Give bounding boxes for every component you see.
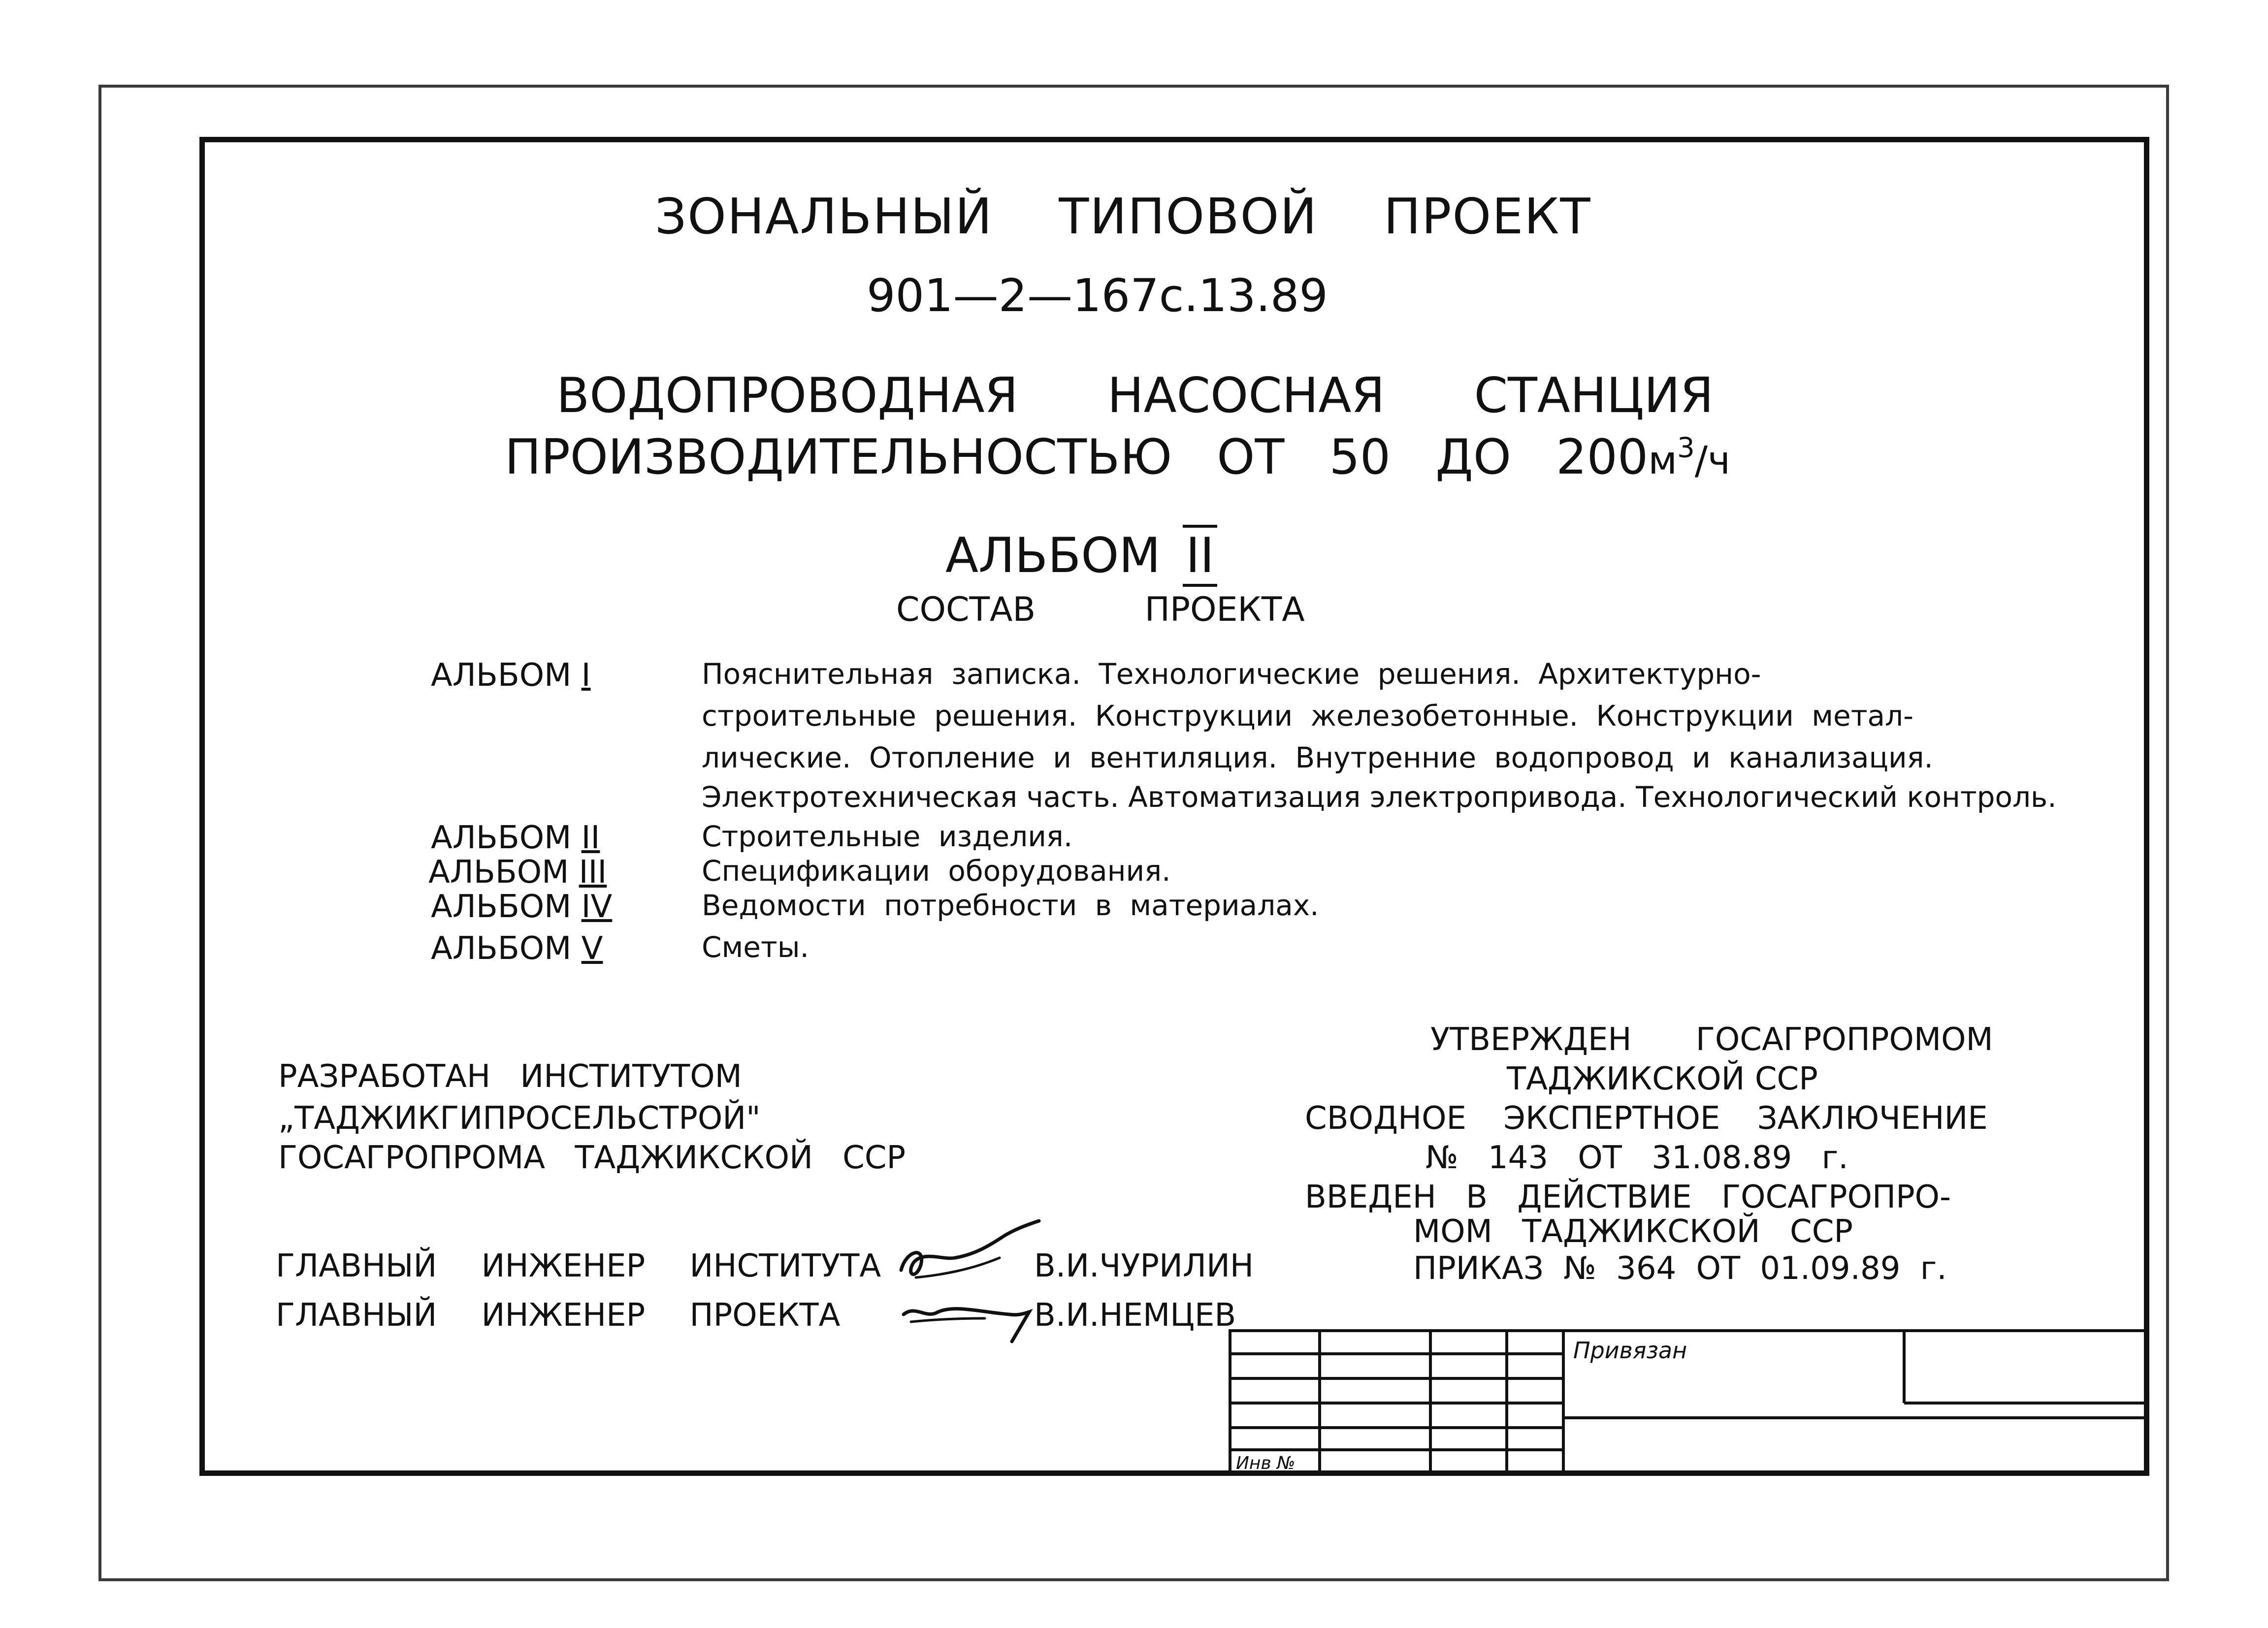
contents-text-1-line-4: Электротехническая часть. Автоматизация электропривода. Технологический контроль. bbox=[702, 780, 2057, 814]
signature-role-1: ГЛАВНЫЙ ИНЖЕНЕР ИНСТИТУТА bbox=[276, 1248, 881, 1284]
developer-line-3: ГОСАГРОПРОМА ТАДЖИКСКОЙ ССР bbox=[278, 1140, 906, 1176]
signature-scribble-1 bbox=[896, 1216, 1044, 1295]
project-number: 901—2—167с.13.89 bbox=[867, 269, 1328, 322]
signature-name-2: В.И.НЕМЦЕВ bbox=[1034, 1297, 1236, 1334]
developer-line-1: РАЗРАБОТАН ИНСТИТУТОМ bbox=[278, 1058, 742, 1095]
approval-line-5: ВВЕДЕН В ДЕЙСТВИЕ ГОСАГРОПРО- bbox=[1305, 1179, 1951, 1215]
stamp-inv-label: Инв № bbox=[1236, 1453, 1296, 1473]
subject-line-2 bbox=[505, 429, 1731, 485]
contents-numeral-5: V bbox=[581, 930, 603, 967]
developer-line-2: „ТАДЖИКГИПРОСЕЛЬСТРОЙ" bbox=[278, 1100, 761, 1137]
contents-album-1: АЛЬБОМ I bbox=[431, 657, 591, 694]
signature-role-2: ГЛАВНЫЙ ИНЖЕНЕР ПРОЕКТА bbox=[276, 1297, 841, 1334]
contents-text-4: Ведомости потребности в материалах. bbox=[702, 889, 1319, 922]
unit-m: м bbox=[1648, 439, 1678, 483]
contents-numeral-3: III bbox=[579, 854, 607, 891]
approval-line-4: № 143 ОТ 31.08.89 г. bbox=[1426, 1140, 1848, 1176]
signature-name-1: В.И.ЧУРИЛИН bbox=[1034, 1248, 1254, 1284]
subject-line-1: ВОДОПРОВОДНАЯ НАСОСНАЯ СТАНЦИЯ bbox=[556, 368, 1714, 424]
contents-album-5: АЛЬБОМ V bbox=[431, 930, 603, 967]
contents-album-3: АЛЬБОМ III bbox=[428, 854, 607, 891]
contents-text-1-line-1: Пояснительная записка. Технологические решения. Архитектурно- bbox=[702, 657, 1761, 691]
stamp-bound-label: Привязан bbox=[1573, 1337, 1687, 1364]
approval-line-3: СВОДНОЕ ЭКСПЕРТНОЕ ЗАКЛЮЧЕНИЕ bbox=[1305, 1100, 1988, 1137]
approval-line-2: ТАДЖИКСКОЙ ССР bbox=[1507, 1061, 1818, 1097]
project-type-title: ЗОНАЛЬНЫЙ ТИПОВОЙ ПРОЕКТ bbox=[655, 188, 1591, 245]
approval-line-1: УТВЕРЖДЕН ГОСАГРОПРОМОМ bbox=[1430, 1021, 1993, 1058]
contents-album-2: АЛЬБОМ II bbox=[431, 820, 600, 856]
album-label: АЛЬБОМ bbox=[945, 528, 1161, 584]
unit-exponent: 3 bbox=[1677, 432, 1695, 464]
contents-text-1-line-2: строительные решения. Конструкции железобетонные. Конструкции метал- bbox=[702, 699, 1914, 733]
contents-numeral-2: II bbox=[581, 820, 600, 856]
contents-text-3: Спецификации оборудования. bbox=[702, 854, 1171, 888]
contents-heading: СОСТАВ ПРОЕКТА bbox=[896, 590, 1305, 629]
album-heading bbox=[945, 528, 1217, 584]
contents-text-1-line-3: лические. Отопление и вентиляция. Внутренние водопровод и канализация. bbox=[702, 741, 1933, 774]
unit-per-hour: /ч bbox=[1694, 439, 1731, 483]
contents-numeral-1: I bbox=[581, 657, 591, 694]
signature-scribble-2 bbox=[896, 1285, 1034, 1349]
title-block bbox=[1229, 1329, 2149, 1476]
approval-line-6: МОМ ТАДЖИКСКОЙ ССР bbox=[1413, 1213, 1853, 1250]
contents-numeral-4: IV bbox=[581, 889, 613, 925]
contents-text-2: Строительные изделия. bbox=[702, 820, 1073, 853]
approval-line-7: ПРИКАЗ № 364 ОТ 01.09.89 г. bbox=[1413, 1250, 1947, 1287]
album-numeral: II bbox=[1183, 525, 1217, 587]
subject-line-2-main: ПРОИЗВОДИТЕЛЬНОСТЬЮ ОТ 50 ДО 200 bbox=[505, 429, 1649, 485]
contents-album-4: АЛЬБОМ IV bbox=[431, 889, 613, 925]
contents-text-5: Сметы. bbox=[702, 930, 809, 964]
